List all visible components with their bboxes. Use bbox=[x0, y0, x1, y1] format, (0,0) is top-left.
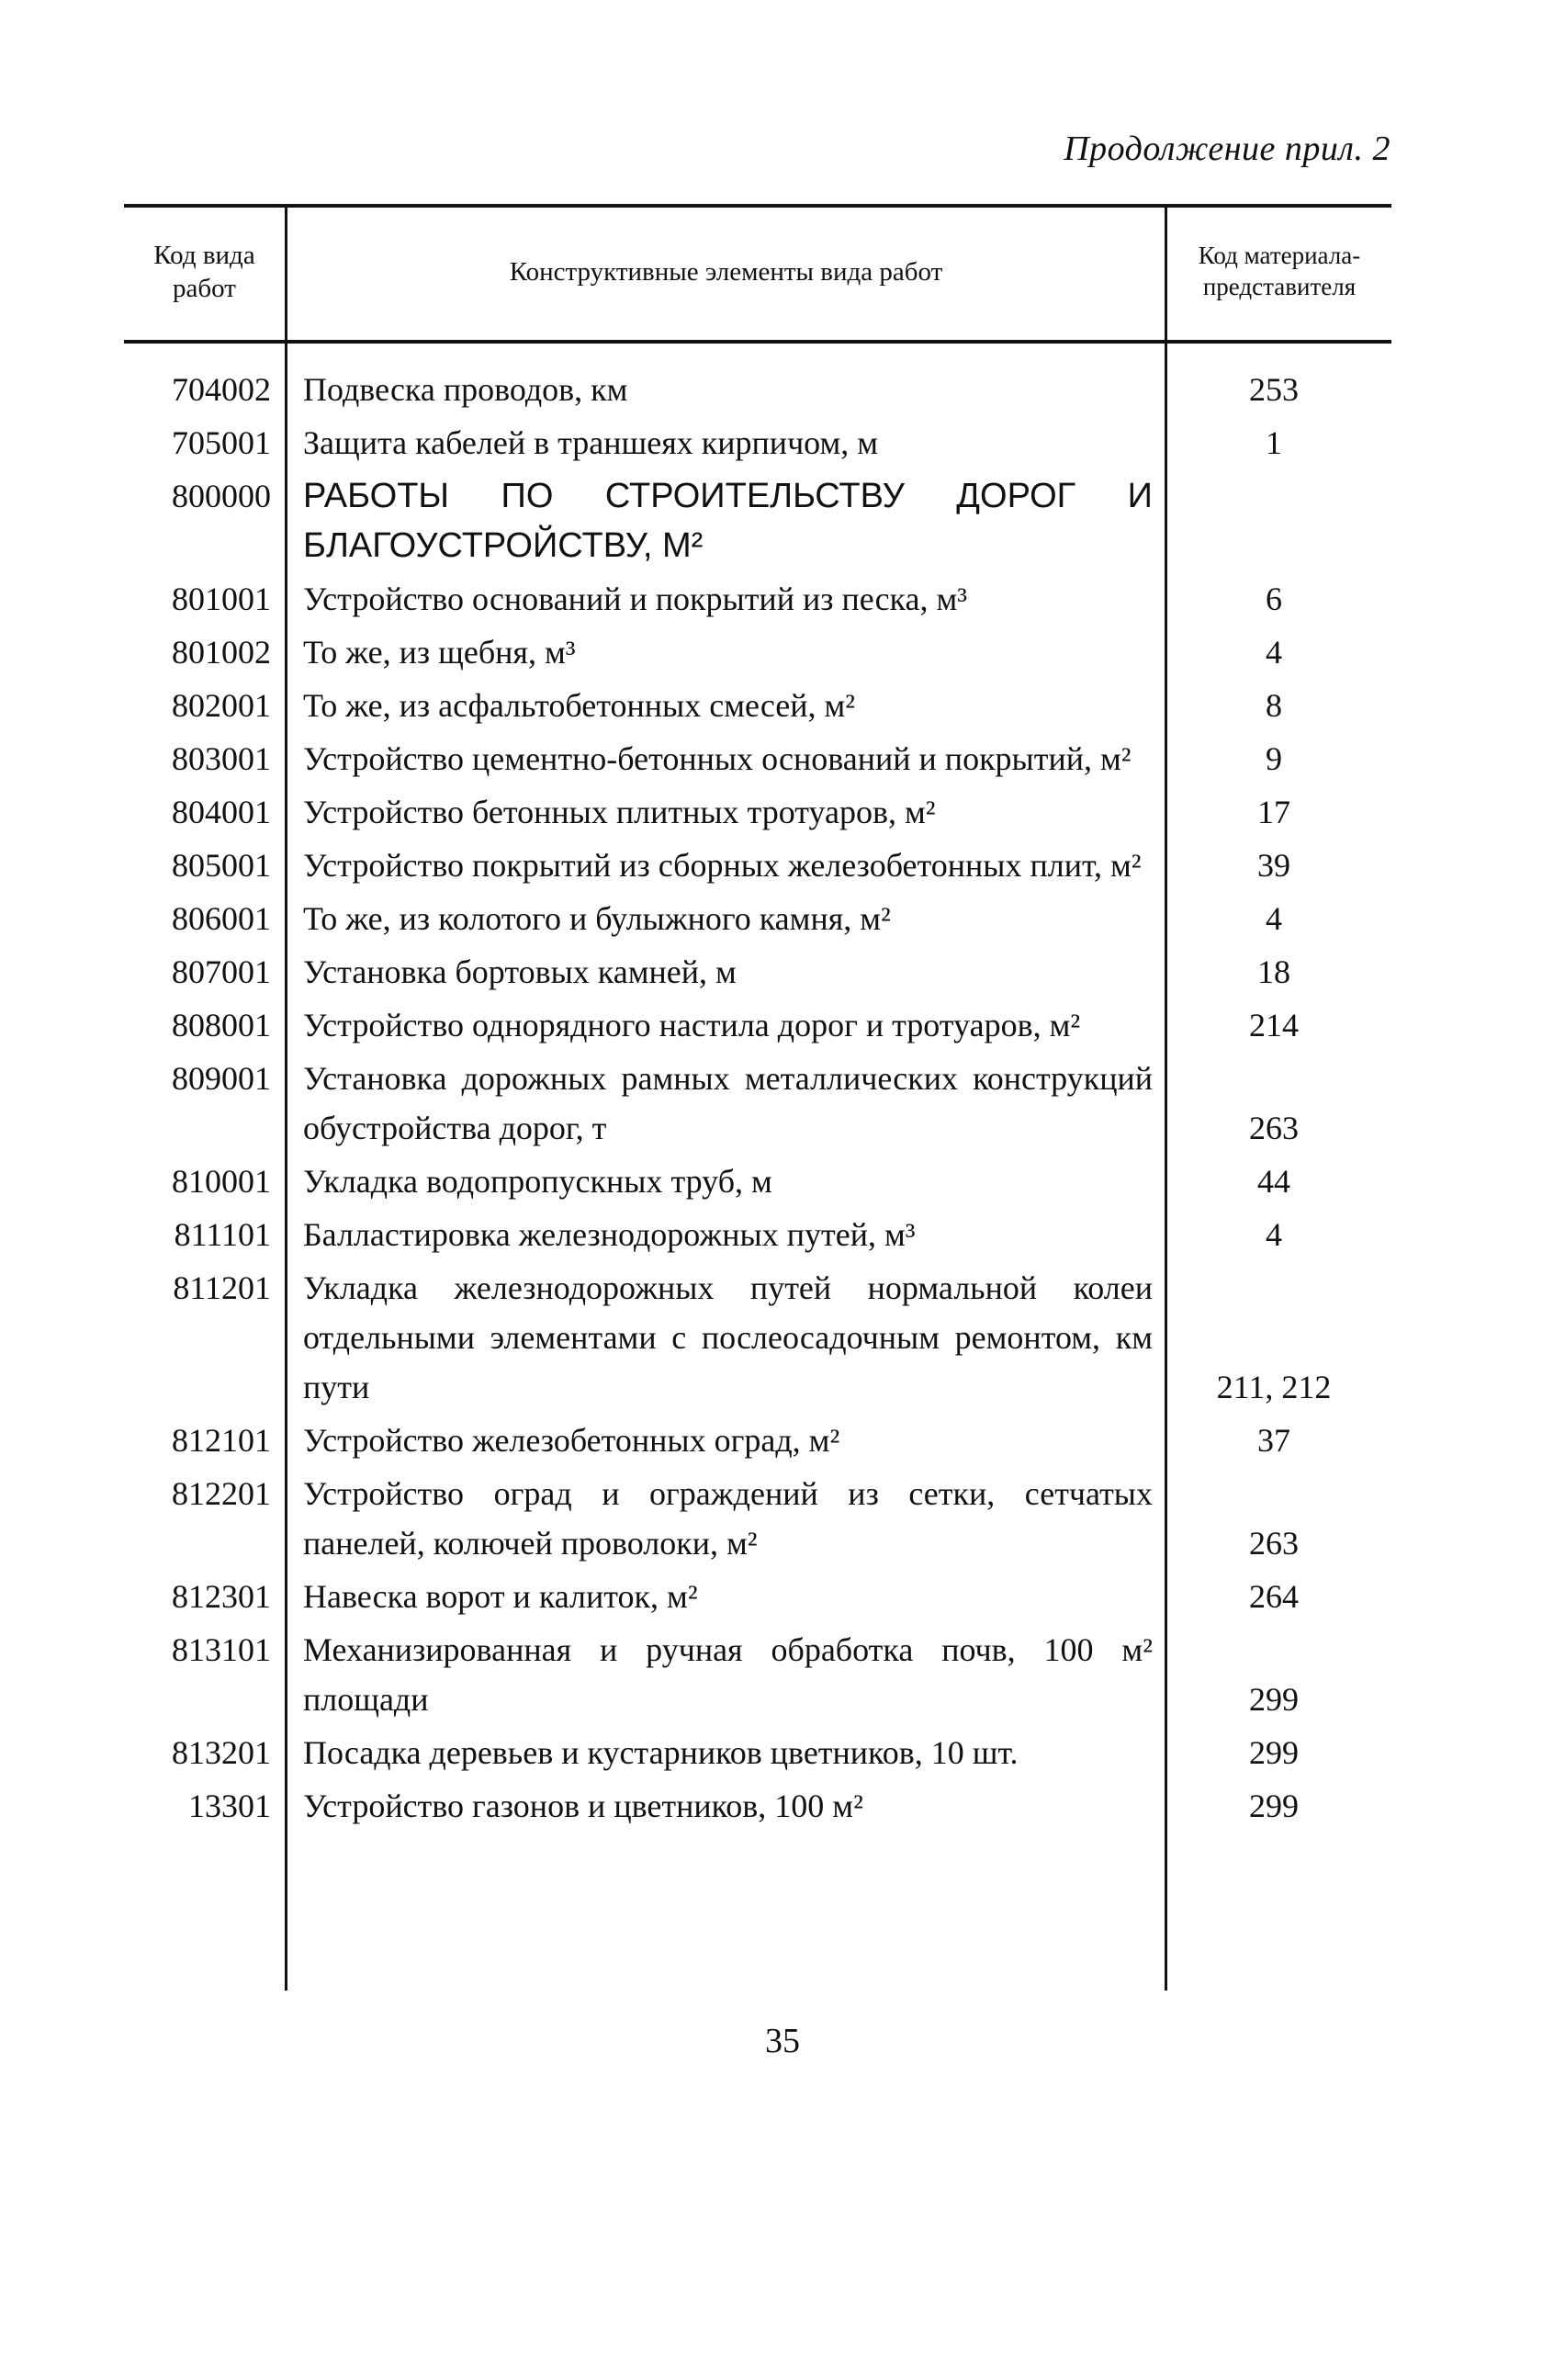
material-code-value: 8 bbox=[1266, 687, 1282, 724]
material-code-value: 299 bbox=[1249, 1734, 1299, 1771]
work-description: Укладка водопропускных труб, м bbox=[303, 1163, 772, 1200]
material-code-value: 37 bbox=[1257, 1422, 1290, 1459]
header-bottom-rule bbox=[124, 340, 1391, 344]
material-code bbox=[1162, 471, 1386, 570]
work-description: То же, из колотого и булыжного камня, м² bbox=[303, 900, 891, 937]
material-code-value: 263 bbox=[1249, 1110, 1299, 1146]
table-row bbox=[124, 1625, 1391, 1724]
work-description: Устройство газонов и цветников, 100 м² bbox=[303, 1788, 863, 1824]
work-code: 801001 bbox=[172, 581, 271, 617]
work-description: Подвеска проводов, км bbox=[303, 371, 628, 408]
material-code-value: 214 bbox=[1249, 1007, 1299, 1043]
material-code-value: 17 bbox=[1257, 794, 1290, 830]
material-code bbox=[1162, 1469, 1386, 1568]
work-description: Установка бортовых камней, м bbox=[303, 953, 737, 990]
table-row bbox=[124, 1416, 1391, 1465]
work-description: Устройство оград и ограждений из сетки, сетчатых панелей, колючей проволоки, м² bbox=[303, 1475, 1153, 1562]
work-code: 811201 bbox=[173, 1269, 271, 1306]
work-code: 805001 bbox=[172, 847, 271, 884]
table-row bbox=[124, 894, 1391, 943]
material-code-value: 263 bbox=[1249, 1525, 1299, 1562]
work-code: 801002 bbox=[172, 634, 271, 671]
material-code-value: 18 bbox=[1257, 953, 1290, 990]
work-description: Устройство покрытий из сборных железобетонных плит, м² bbox=[303, 847, 1142, 884]
material-code bbox=[1162, 574, 1386, 624]
work-description: Устройство однорядного настила дорог и тротуаров, м² bbox=[303, 1007, 1081, 1043]
material-code bbox=[1162, 1263, 1386, 1412]
table-row bbox=[124, 365, 1391, 414]
table-row bbox=[124, 734, 1391, 784]
material-code bbox=[1162, 1416, 1386, 1465]
work-description: РАБОТЫ ПО СТРОИТЕЛЬСТВУ ДОРОГ И БЛАГОУСТРОЙСТВУ, М² bbox=[303, 477, 1153, 565]
work-code: 802001 bbox=[172, 687, 271, 724]
work-code: 806001 bbox=[172, 900, 271, 937]
work-description: То же, из асфальтобетонных смесей, м² bbox=[303, 687, 856, 724]
material-code bbox=[1162, 1781, 1386, 1831]
material-code bbox=[1162, 1000, 1386, 1050]
work-code: 704002 bbox=[172, 371, 271, 408]
material-code bbox=[1162, 1572, 1386, 1621]
work-description: Механизированная и ручная обработка почв, 100 м² площади bbox=[303, 1631, 1153, 1718]
work-code: 811101 bbox=[174, 1216, 271, 1253]
table-row bbox=[124, 1781, 1391, 1831]
material-code bbox=[1162, 365, 1386, 414]
material-code bbox=[1162, 894, 1386, 943]
material-code bbox=[1162, 1156, 1386, 1206]
material-code-value: 1 bbox=[1266, 424, 1282, 461]
work-code: 807001 bbox=[172, 953, 271, 990]
material-code-value: 44 bbox=[1257, 1163, 1290, 1200]
header-code: Код вида работ bbox=[153, 240, 255, 303]
table-row bbox=[124, 1572, 1391, 1621]
material-code bbox=[1162, 840, 1386, 890]
work-code: 812201 bbox=[172, 1475, 271, 1512]
material-code bbox=[1162, 418, 1386, 468]
table-row bbox=[124, 627, 1391, 677]
work-code: 808001 bbox=[172, 1007, 271, 1043]
work-code: 800000 bbox=[172, 478, 271, 514]
table-body bbox=[124, 365, 1391, 1834]
header-material: Код материала-представителя bbox=[1198, 242, 1361, 300]
work-code: 803001 bbox=[172, 740, 271, 777]
material-code-value: 211, 212 bbox=[1216, 1369, 1332, 1405]
material-code-value: 39 bbox=[1257, 847, 1290, 884]
work-description: Устройство железобетонных оград, м² bbox=[303, 1422, 840, 1459]
work-description: Балластировка железнодорожных путей, м³ bbox=[303, 1216, 916, 1253]
material-code-value: 264 bbox=[1249, 1578, 1299, 1615]
material-code bbox=[1162, 1210, 1386, 1259]
work-description: Устройство цементно-бетонных оснований и покрытий, м² bbox=[303, 740, 1132, 777]
work-description: Устройство оснований и покрытий из песка, м³ bbox=[303, 581, 968, 617]
material-code bbox=[1162, 787, 1386, 837]
table-row bbox=[124, 1469, 1391, 1568]
table-row bbox=[124, 1210, 1391, 1259]
table-row bbox=[124, 947, 1391, 997]
table-row bbox=[124, 681, 1391, 730]
work-description: Установка дорожных рамных металлических конструкций обустройства дорог, т bbox=[303, 1060, 1153, 1146]
work-description: Защита кабелей в траншеях кирпичом, м bbox=[303, 424, 879, 461]
work-description: Посадка деревьев и кустарников цветников, 10 шт. bbox=[303, 1734, 1019, 1771]
material-code bbox=[1162, 734, 1386, 784]
table-row bbox=[124, 787, 1391, 837]
material-code-value: 253 bbox=[1249, 371, 1299, 408]
material-code bbox=[1162, 681, 1386, 730]
material-code-value: 299 bbox=[1249, 1681, 1299, 1718]
material-code bbox=[1162, 627, 1386, 677]
material-code bbox=[1162, 1625, 1386, 1724]
material-code-value: 4 bbox=[1266, 900, 1282, 937]
material-code bbox=[1162, 947, 1386, 997]
table-row bbox=[124, 1000, 1391, 1050]
table-row bbox=[124, 1263, 1391, 1412]
material-code-value: 299 bbox=[1249, 1788, 1299, 1824]
work-description: Навеска ворот и калиток, м² bbox=[303, 1578, 698, 1615]
work-code: 812101 bbox=[172, 1422, 271, 1459]
material-code bbox=[1162, 1728, 1386, 1777]
work-description: Укладка железнодорожных путей нормальной колеи отдельными элементами с послеосадочным ремонтом, км пути bbox=[303, 1269, 1153, 1405]
work-code: 810001 bbox=[172, 1163, 271, 1200]
work-description: Устройство бетонных плитных тротуаров, м² bbox=[303, 794, 936, 830]
material-code bbox=[1162, 1054, 1386, 1153]
table-row bbox=[124, 574, 1391, 624]
work-code: 804001 bbox=[172, 794, 271, 830]
work-code: 812301 bbox=[172, 1578, 271, 1615]
material-code-value: 9 bbox=[1266, 740, 1282, 777]
table-row bbox=[124, 840, 1391, 890]
table-row bbox=[124, 1156, 1391, 1206]
work-code: 705001 bbox=[172, 424, 271, 461]
table-row bbox=[124, 1054, 1391, 1153]
material-code-value: 4 bbox=[1266, 1216, 1282, 1253]
header-elements: Конструктивные элементы вида работ bbox=[509, 256, 943, 287]
continuation-title: Продолжение прил. 2 bbox=[1064, 130, 1390, 168]
material-code-value: 6 bbox=[1266, 581, 1282, 617]
work-code: 13301 bbox=[188, 1788, 271, 1824]
table-row bbox=[124, 471, 1391, 570]
work-description: То же, из щебня, м³ bbox=[303, 634, 576, 671]
material-code-value: 4 bbox=[1266, 634, 1282, 671]
table-row bbox=[124, 1728, 1391, 1777]
work-code: 813201 bbox=[172, 1734, 271, 1771]
work-code: 813101 bbox=[172, 1631, 271, 1668]
table-row bbox=[124, 418, 1391, 468]
work-code: 809001 bbox=[172, 1060, 271, 1097]
page-number: 35 bbox=[765, 2022, 800, 2060]
